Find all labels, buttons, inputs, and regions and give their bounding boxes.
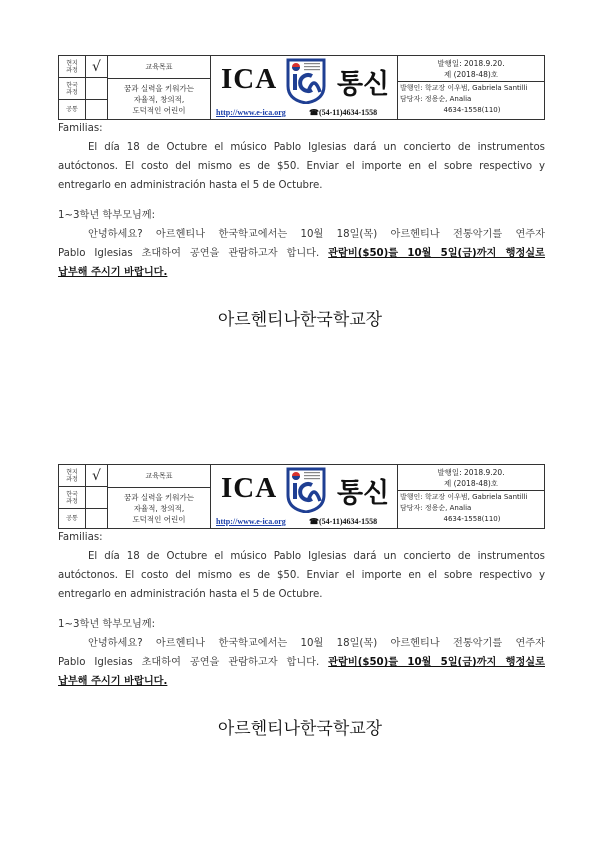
korean-plain-text: Pablo Iglesias 초대하여 공연을 관람하고자 합니다.: [58, 657, 320, 668]
goal-text: [108, 79, 210, 119]
check-mark-icon: √: [86, 56, 107, 78]
goal-line: 꿈과 실력을 키워가는: [124, 83, 194, 93]
ica-emblem-icon: [286, 467, 326, 513]
contact-phone: 4634-1558(110): [443, 106, 501, 114]
check-mark-icon: √: [86, 465, 107, 487]
issue-date: 발행일: 2018.9.20.: [437, 59, 505, 68]
korean-plain-text: Pablo Iglesias 초대하여 공연을 관람하고자 합니다.: [58, 248, 320, 259]
korean-emphasis-text: 납부해 주시기 바랍니다.: [58, 676, 168, 687]
label-common: 공통: [66, 515, 78, 522]
korean-greeting: 1~3학년 학부모님께:: [58, 619, 156, 630]
curriculum-checks: [86, 465, 108, 528]
label-local-curriculum: 현지 과정: [59, 465, 85, 487]
education-goal: [108, 465, 211, 528]
curriculum-labels: [59, 465, 86, 528]
brand-name: ICA: [221, 63, 278, 95]
issue-meta: [398, 465, 544, 491]
publisher-info: [398, 83, 544, 119]
issue-info: [398, 465, 544, 528]
spanish-line: entregarlo en administración hasta el 5 de Octubre.: [58, 180, 323, 191]
korean-greeting: 1~3학년 학부모님께:: [58, 210, 156, 221]
empty-check-cell: [86, 78, 107, 100]
empty-check-cell: [86, 509, 107, 528]
education-goal: [108, 56, 211, 119]
school-website-link[interactable]: http://www.e-ica.org: [216, 108, 286, 117]
korean-line: [58, 263, 167, 278]
publisher: 발행인: 학교장 이우범, Gabriela Santilli: [400, 84, 528, 92]
korean-emphasis-text: 관람비($50)를 10월 5일(금)까지 행정실로: [328, 248, 545, 259]
goal-title: 교육목표: [108, 56, 210, 79]
korean-line: [58, 672, 167, 687]
logo-block: [211, 465, 398, 528]
empty-check-cell: [86, 487, 107, 509]
korean-line: [58, 244, 545, 259]
contact-phone: 4634-1558(110): [443, 515, 501, 523]
school-phone: ☎(54-11)4634-1558: [309, 517, 378, 526]
newsletter-title: 통신: [337, 478, 390, 509]
contact-person: 담당자: 정용순, Analia: [400, 504, 472, 512]
publisher: 발행인: 학교장 이우범, Gabriela Santilli: [400, 493, 528, 501]
issue-number: 제 (2018-48)호: [443, 479, 499, 488]
korean-line: [58, 653, 545, 668]
empty-check-cell: [86, 100, 107, 119]
newsletter-header: [58, 464, 545, 529]
principal-signature: 아르헨티나한국학교장: [217, 310, 383, 330]
school-website-link[interactable]: http://www.e-ica.org: [216, 517, 286, 526]
spanish-greeting: Familias:: [58, 532, 103, 543]
korean-emphasis-text: 관람비($50)를 10월 5일(금)까지 행정실로: [328, 657, 545, 668]
spanish-line: El día 18 de Octubre el músico Pablo Iglesias dará un concierto de instrumentos: [88, 142, 545, 153]
korean-emphasis-text: 납부해 주시기 바랍니다.: [58, 267, 168, 278]
label-korean-curriculum: 한국 과정: [59, 487, 85, 509]
curriculum-labels: [59, 56, 86, 119]
publisher-info: [398, 492, 544, 528]
goal-line: 꿈과 실력을 키워가는: [124, 492, 194, 502]
spanish-line: entregarlo en administración hasta el 5 de Octubre.: [58, 589, 323, 600]
issue-number: 제 (2018-48)호: [443, 70, 499, 79]
goal-line: 자율적, 창의적,: [133, 94, 185, 104]
issue-meta: [398, 56, 544, 82]
newsletter-title: 통신: [337, 69, 390, 100]
goal-line: 자율적, 창의적,: [133, 503, 185, 513]
goal-text: [108, 488, 210, 528]
korean-line: 안녕하세요? 아르헨티나 한국학교에서는 10월 18일(목) 아르헨티나 전통악기를 연주자: [88, 229, 545, 240]
newsletter-header: [58, 55, 545, 120]
spanish-line: El día 18 de Octubre el músico Pablo Iglesias dará un concierto de instrumentos: [88, 551, 545, 562]
spanish-greeting: Familias:: [58, 123, 103, 134]
label-korean-curriculum: 한국 과정: [59, 78, 85, 100]
logo-block: [211, 56, 398, 119]
goal-line: 도덕적인 어린이: [132, 514, 186, 524]
issue-info: [398, 56, 544, 119]
label-common: 공통: [66, 106, 78, 113]
ica-emblem-icon: [286, 58, 326, 104]
principal-signature: 아르헨티나한국학교장: [217, 719, 383, 739]
curriculum-checks: [86, 56, 108, 119]
school-phone: ☎(54-11)4634-1558: [309, 108, 378, 117]
goal-title: 교육목표: [108, 465, 210, 488]
korean-line: 안녕하세요? 아르헨티나 한국학교에서는 10월 18일(목) 아르헨티나 전통악기를 연주자: [88, 638, 545, 649]
issue-date: 발행일: 2018.9.20.: [437, 468, 505, 477]
brand-name: ICA: [221, 472, 278, 504]
spanish-line: autóctonos. El costo del mismo es de $50. Enviar el importe en el sobre respectivo y: [58, 161, 545, 172]
spanish-line: autóctonos. El costo del mismo es de $50. Enviar el importe en el sobre respectivo y: [58, 570, 545, 581]
label-local-curriculum: 현지 과정: [59, 56, 85, 78]
contact-person: 담당자: 정용순, Analia: [400, 95, 472, 103]
goal-line: 도덕적인 어린이: [132, 105, 186, 115]
